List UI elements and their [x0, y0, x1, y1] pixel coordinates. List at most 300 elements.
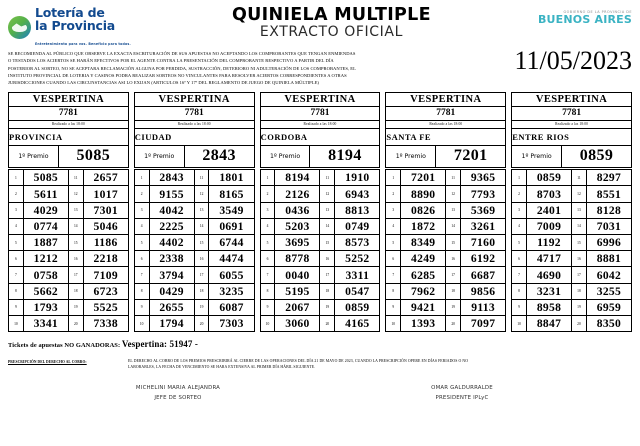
- result-index: 8: [134, 283, 149, 299]
- result-index: 20: [572, 315, 587, 331]
- table-row: [134, 170, 254, 186]
- result-value: 4690: [526, 267, 571, 283]
- result-value: 2401: [526, 202, 571, 218]
- result-value: 6192: [461, 251, 506, 267]
- result-value: 2655: [149, 299, 194, 315]
- result-value: 0429: [149, 283, 194, 299]
- result-value: 4474: [209, 251, 254, 267]
- result-index: 11: [572, 170, 587, 186]
- result-index: 2: [512, 186, 527, 202]
- result-value: 3695: [275, 235, 320, 251]
- result-value: 1910: [335, 170, 380, 186]
- result-value: 1794: [149, 315, 194, 331]
- result-value: 8349: [401, 235, 446, 251]
- result-index: 16: [446, 251, 461, 267]
- loteria-logo: [8, 7, 131, 49]
- result-index: 5: [260, 235, 275, 251]
- result-value: 0758: [23, 267, 68, 283]
- result-value: 8573: [335, 235, 380, 251]
- table-row: [260, 186, 380, 202]
- result-index: 6: [9, 251, 24, 267]
- table-row: [134, 299, 254, 315]
- result-index: 4: [260, 218, 275, 234]
- result-value: 2225: [149, 218, 194, 234]
- table-row: [134, 218, 254, 234]
- result-index: 9: [512, 299, 527, 315]
- result-index: 5: [512, 235, 527, 251]
- result-index: 18: [320, 283, 335, 299]
- result-value: 6285: [401, 267, 446, 283]
- result-index: 13: [194, 202, 209, 218]
- result-index: 10: [260, 315, 275, 331]
- result-value: 5203: [275, 218, 320, 234]
- first-prize-value: 5085: [76, 147, 111, 165]
- results-column-entre-rios: [511, 92, 632, 332]
- result-index: 11: [194, 170, 209, 186]
- table-row: [512, 170, 632, 186]
- table-row: [386, 170, 506, 186]
- result-index: 4: [512, 218, 527, 234]
- table-row: [260, 235, 380, 251]
- result-value: 4042: [149, 202, 194, 218]
- result-index: 17: [194, 267, 209, 283]
- result-index: 7: [134, 267, 149, 283]
- results-table: [134, 169, 255, 332]
- result-index: 15: [446, 235, 461, 251]
- result-index: 8: [9, 283, 24, 299]
- result-index: 10: [134, 315, 149, 331]
- result-value: 6996: [586, 235, 631, 251]
- result-value: 1801: [209, 170, 254, 186]
- legal-and-date-row: [8, 46, 632, 87]
- result-index: 4: [386, 218, 401, 234]
- result-value: 8551: [586, 186, 631, 202]
- draw-number: 7781: [9, 107, 128, 121]
- result-value: 3549: [209, 202, 254, 218]
- result-value: 8890: [401, 186, 446, 202]
- table-row: [9, 251, 129, 267]
- result-value: 0691: [209, 218, 254, 234]
- table-row: [512, 251, 632, 267]
- result-value: 6087: [209, 299, 254, 315]
- result-index: 17: [572, 267, 587, 283]
- legal-line-5: JURISDICCIONES CUANDO LAS CIRCUNSTANCIAS ASI LO EXIJAN (ARTICULOS 16º Y 17º DEL REGLAMENTO DE JUEGO DE QUINIELA MÚLTIPLE): [8, 80, 319, 86]
- result-index: 16: [320, 251, 335, 267]
- first-prize-value: 2843: [202, 147, 236, 165]
- result-index: 18: [194, 283, 209, 299]
- result-index: 19: [320, 299, 335, 315]
- result-value: 8778: [275, 251, 320, 267]
- table-row: [9, 283, 129, 299]
- result-index: 9: [134, 299, 149, 315]
- result-value: 9421: [401, 299, 446, 315]
- non-winning-tickets: [8, 339, 632, 349]
- column-header: [511, 92, 632, 147]
- table-row: [512, 315, 632, 331]
- signature-left-role: JEFE DE SORTEO: [154, 394, 202, 401]
- result-index: 2: [9, 186, 24, 202]
- result-value: 7160: [461, 235, 506, 251]
- result-value: 3255: [586, 283, 631, 299]
- result-value: 3794: [149, 267, 194, 283]
- gov-name: BUENOS AIRES: [537, 13, 632, 26]
- draw-name: VESPERTINA: [135, 93, 254, 108]
- result-index: 3: [9, 202, 24, 218]
- result-index: 6: [386, 251, 401, 267]
- result-value: 7031: [586, 218, 631, 234]
- result-index: 15: [572, 235, 587, 251]
- result-value: 7303: [209, 315, 254, 331]
- result-index: 2: [260, 186, 275, 202]
- column-header: [260, 92, 381, 147]
- result-index: 8: [512, 283, 527, 299]
- result-index: 7: [260, 267, 275, 283]
- table-row: [9, 202, 129, 218]
- result-value: 6687: [461, 267, 506, 283]
- result-index: 4: [134, 218, 149, 234]
- signature-right: [320, 383, 604, 403]
- table-row: [134, 202, 254, 218]
- result-index: 5: [9, 235, 24, 251]
- result-index: 18: [446, 283, 461, 299]
- draw-time: Realizado a las 18:00: [512, 121, 631, 129]
- signature-block: [8, 383, 632, 403]
- result-index: 14: [446, 218, 461, 234]
- result-index: 1: [260, 170, 275, 186]
- result-value: 8881: [586, 251, 631, 267]
- table-row: [260, 267, 380, 283]
- result-value: 8165: [209, 186, 254, 202]
- result-index: 3: [134, 202, 149, 218]
- table-row: [512, 267, 632, 283]
- prescription-line-1: EL DERECHO AL COBRO DE LOS PREMIOS PRESCRIBIRÁ AL CIERRE DE LAS OPERACIONES DEL DÍA 21 DE MAYO DE 2023, CUANDO LA PRESCRIPCIÓN OPERE EN DÍAS FERIADOS O NO: [128, 359, 469, 364]
- result-index: 17: [320, 267, 335, 283]
- table-row: [134, 315, 254, 331]
- first-prize-value: 0859: [579, 147, 614, 165]
- table-row: [260, 251, 380, 267]
- result-value: 5046: [83, 218, 128, 234]
- draw-name: VESPERTINA: [261, 93, 380, 108]
- table-row: [386, 315, 506, 331]
- result-value: 8297: [586, 170, 631, 186]
- result-index: 3: [386, 202, 401, 218]
- results-table: [385, 169, 506, 332]
- result-index: 12: [194, 186, 209, 202]
- result-value: 5369: [461, 202, 506, 218]
- result-index: 14: [320, 218, 335, 234]
- result-value: 0859: [335, 299, 380, 315]
- result-value: 7201: [401, 170, 446, 186]
- result-value: 0774: [23, 218, 68, 234]
- first-prize-row: [385, 146, 506, 168]
- brand-slogan: Entretenimiento para vos. Beneficio para todos.: [35, 41, 131, 46]
- result-value: 0859: [526, 170, 571, 186]
- result-value: 5252: [335, 251, 380, 267]
- result-index: 18: [68, 283, 83, 299]
- result-index: 9: [386, 299, 401, 315]
- result-index: 12: [320, 186, 335, 202]
- result-index: 5: [386, 235, 401, 251]
- result-value: 8350: [586, 315, 631, 331]
- result-value: 0547: [335, 283, 380, 299]
- result-index: 8: [260, 283, 275, 299]
- result-value: 7338: [83, 315, 128, 331]
- result-index: 20: [446, 315, 461, 331]
- result-index: 20: [194, 315, 209, 331]
- result-value: 8958: [526, 299, 571, 315]
- table-row: [386, 202, 506, 218]
- table-row: [386, 299, 506, 315]
- result-index: 2: [134, 186, 149, 202]
- draw-name: VESPERTINA: [9, 93, 128, 108]
- first-prize-row: [511, 146, 632, 168]
- result-index: 19: [194, 299, 209, 315]
- legal-line-4: INSTITUTO PROVINCIAL DE LOTERIA Y CASINOS PODRA REALIZAR SORTEOS NO VINCULANTES PARA RESOLVER ACIERTOS CORRESPONDIENTES A OTRAS: [8, 73, 347, 79]
- legal-line-2: O TESTADOS LOS ACIERTOS SE HARÁN EFECTIVOS POR EL AGENTE CONTRA LA PRESENTACIÓN DEL COMPROBANTE RESPECTIVO A PARTIR DEL DÍA: [8, 58, 334, 64]
- result-value: 9365: [461, 170, 506, 186]
- first-prize-value: 7201: [453, 147, 488, 165]
- result-value: 4717: [526, 251, 571, 267]
- result-value: 1212: [23, 251, 68, 267]
- table-row: [512, 202, 632, 218]
- result-value: 1793: [23, 299, 68, 315]
- result-value: 9113: [461, 299, 506, 315]
- result-index: 8: [386, 283, 401, 299]
- draw-number: 7781: [386, 107, 505, 121]
- result-value: 0749: [335, 218, 380, 234]
- result-index: 2: [386, 186, 401, 202]
- brand-line-2: la Provincia: [35, 17, 116, 33]
- result-value: 1017: [83, 186, 128, 202]
- draw-time: Realizado a las 18:00: [135, 121, 254, 129]
- table-row: [386, 186, 506, 202]
- result-value: 4249: [401, 251, 446, 267]
- result-value: 8813: [335, 202, 380, 218]
- result-index: 17: [446, 267, 461, 283]
- first-prize-label: 1º Premio: [9, 146, 59, 167]
- result-value: 8847: [526, 315, 571, 331]
- result-index: 20: [320, 315, 335, 331]
- result-index: 15: [194, 235, 209, 251]
- signature-right-name: OMAR GALDURRALDE: [431, 384, 493, 391]
- result-value: 3311: [335, 267, 380, 283]
- result-index: 12: [68, 186, 83, 202]
- table-row: [134, 186, 254, 202]
- table-row: [260, 283, 380, 299]
- table-row: [260, 202, 380, 218]
- results-table: [8, 169, 129, 332]
- loteria-wordmark: [35, 7, 131, 49]
- draw-name: VESPERTINA: [386, 93, 505, 108]
- draw-number: 7781: [135, 107, 254, 121]
- result-value: 7301: [83, 202, 128, 218]
- first-prize-row: [260, 146, 381, 168]
- table-row: [9, 235, 129, 251]
- result-index: 1: [512, 170, 527, 186]
- result-value: 7962: [401, 283, 446, 299]
- signature-left-name: MICHELINI MARIA ALEJANDRA: [135, 384, 221, 391]
- result-value: 5525: [83, 299, 128, 315]
- result-index: 19: [446, 299, 461, 315]
- results-column-santa-fe: [385, 92, 506, 332]
- result-index: 16: [194, 251, 209, 267]
- legal-line-1: SE RECOMIENDA AL PÚBLICO QUE OBSERVE LA EXACTA ESCRITURACIÓN DE SUS APUESTAS NO ACEPTANDO LOS COMPROBANTES QUE TENGAN ENMIENDAS: [8, 51, 356, 56]
- non-winning-label: Tickets de apuestas NO GANADORAS:: [8, 342, 121, 350]
- first-prize-label: 1º Premio: [261, 146, 311, 167]
- result-value: 9155: [149, 186, 194, 202]
- result-index: 10: [386, 315, 401, 331]
- result-index: 6: [134, 251, 149, 267]
- result-value: 0826: [401, 202, 446, 218]
- results-column-provincia: [8, 92, 129, 332]
- result-value: 3060: [275, 315, 320, 331]
- result-index: 9: [260, 299, 275, 315]
- result-index: 14: [194, 218, 209, 234]
- result-index: 1: [134, 170, 149, 186]
- jurisdiction-name: CIUDAD: [134, 131, 172, 142]
- result-value: 2218: [83, 251, 128, 267]
- result-index: 13: [320, 202, 335, 218]
- prescription-line-2: LABORABLES, LA FECHA DE VENCIMIENTO SE HARA EXTENSIVA AL PRIMER DÍA HÁBIL SIGUIENTE.: [128, 365, 316, 370]
- table-row: [9, 315, 129, 331]
- draw-time: Realizado a las 18:00: [261, 121, 380, 129]
- result-value: 1393: [401, 315, 446, 331]
- jurisdiction-name: SANTA FE: [386, 131, 432, 142]
- first-prize-row: [134, 146, 255, 168]
- result-index: 3: [260, 202, 275, 218]
- result-value: 6744: [209, 235, 254, 251]
- result-value: 3235: [209, 283, 254, 299]
- table-row: [386, 251, 506, 267]
- results-columns: [8, 92, 632, 332]
- result-value: 1186: [83, 235, 128, 251]
- prescription-text: [128, 359, 632, 371]
- prescription-label: PRESCRIPCIÓN DEL DERECHO AL COBRO:: [8, 359, 87, 364]
- result-value: 3261: [461, 218, 506, 234]
- page-header: [8, 0, 632, 47]
- result-value: 8128: [586, 202, 631, 218]
- draw-number: 7781: [261, 107, 380, 121]
- result-value: 7009: [526, 218, 571, 234]
- legal-line-3: POSTERIOR AL SORTEO, NO SE ACEPTARA RECLAMACIÓN ALGUNA POR PERDIDA, SUSTRACCIÓN, DETERIORO NI ADULTERACIÓN DE LOS COMPROBANTES, EL: [8, 65, 356, 71]
- table-row: [134, 283, 254, 299]
- first-prize-value: 8194: [328, 147, 362, 165]
- result-value: 0436: [275, 202, 320, 218]
- draw-date: 11/05/2023: [514, 46, 632, 75]
- gobierno-buenos-aires-logo: [538, 7, 632, 26]
- result-index: 11: [68, 170, 83, 186]
- result-value: 4402: [149, 235, 194, 251]
- jurisdiction-name: CORDOBA: [260, 131, 308, 142]
- column-header: [385, 92, 506, 147]
- draw-number: 7781: [512, 107, 631, 121]
- result-index: 16: [572, 251, 587, 267]
- result-value: 6959: [586, 299, 631, 315]
- prescription-notice: [8, 359, 632, 371]
- result-value: 1887: [23, 235, 68, 251]
- table-row: [260, 315, 380, 331]
- result-value: 1192: [526, 235, 571, 251]
- result-index: 15: [68, 235, 83, 251]
- table-row: [134, 251, 254, 267]
- first-prize-label: 1º Premio: [386, 146, 436, 167]
- result-index: 7: [512, 267, 527, 283]
- draw-time: Realizado a las 18:00: [386, 121, 505, 129]
- result-value: 1872: [401, 218, 446, 234]
- result-index: 14: [68, 218, 83, 234]
- result-value: 2126: [275, 186, 320, 202]
- result-value: 2067: [275, 299, 320, 315]
- result-value: 6055: [209, 267, 254, 283]
- jurisdiction-name: ENTRE RIOS: [512, 131, 570, 142]
- table-row: [512, 283, 632, 299]
- result-value: 6042: [586, 267, 631, 283]
- result-index: 3: [512, 202, 527, 218]
- result-value: 5611: [23, 186, 68, 202]
- result-index: 7: [9, 267, 24, 283]
- result-index: 7: [386, 267, 401, 283]
- signature-right-role: PRESIDENTE IPLyC: [435, 394, 489, 401]
- table-row: [134, 235, 254, 251]
- results-column-ciudad: [134, 92, 255, 332]
- result-index: 12: [446, 186, 461, 202]
- result-index: 9: [9, 299, 24, 315]
- brand-line-1: Lotería de: [35, 5, 105, 20]
- result-value: 4165: [335, 315, 380, 331]
- result-index: 19: [572, 299, 587, 315]
- signature-left: [36, 383, 320, 403]
- result-index: 12: [572, 186, 587, 202]
- table-row: [512, 218, 632, 234]
- result-value: 5085: [23, 170, 68, 186]
- results-column-cordoba: [260, 92, 381, 332]
- legal-disclaimer: [8, 50, 513, 87]
- table-row: [512, 299, 632, 315]
- first-prize-label: 1º Premio: [135, 146, 185, 167]
- table-row: [386, 267, 506, 283]
- result-index: 6: [260, 251, 275, 267]
- non-winning-value: Vespertina: 51947 -: [121, 339, 198, 350]
- result-index: 19: [68, 299, 83, 315]
- result-value: 5662: [23, 283, 68, 299]
- result-value: 2657: [83, 170, 128, 186]
- result-value: 2338: [149, 251, 194, 267]
- result-value: 0040: [275, 267, 320, 283]
- result-value: 7109: [83, 267, 128, 283]
- table-row: [9, 267, 129, 283]
- table-row: [386, 235, 506, 251]
- result-value: 8703: [526, 186, 571, 202]
- result-value: 2843: [149, 170, 194, 186]
- result-index: 6: [512, 251, 527, 267]
- result-index: 17: [68, 267, 83, 283]
- table-row: [260, 218, 380, 234]
- table-row: [260, 170, 380, 186]
- result-index: 18: [572, 283, 587, 299]
- result-index: 14: [572, 218, 587, 234]
- result-index: 20: [68, 315, 83, 331]
- results-table: [260, 169, 381, 332]
- table-row: [512, 186, 632, 202]
- result-index: 4: [9, 218, 24, 234]
- table-row: [9, 170, 129, 186]
- table-row: [134, 267, 254, 283]
- result-value: 7793: [461, 186, 506, 202]
- result-index: 10: [9, 315, 24, 331]
- result-index: 1: [386, 170, 401, 186]
- result-index: 1: [9, 170, 24, 186]
- table-row: [386, 218, 506, 234]
